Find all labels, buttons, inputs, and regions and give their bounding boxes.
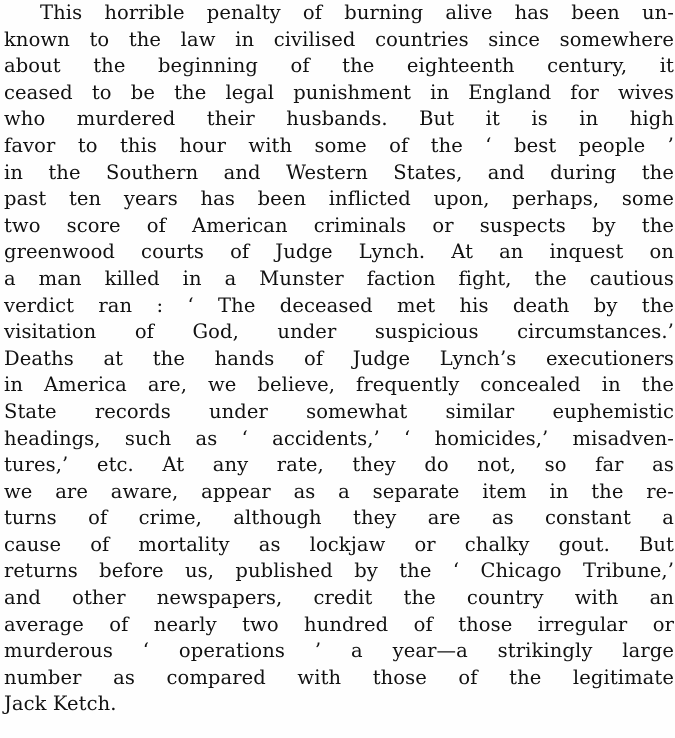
text-line: favor to this hour with some of the ‘ best people ’	[4, 133, 674, 157]
text-line: Jack Ketch.	[4, 692, 117, 716]
text-line: about the beginning of the eighteenth century, it	[4, 54, 674, 78]
text-line: headings, such as ‘ accidents,’ ‘ homicides,’ misadven-	[4, 426, 674, 450]
text-line: cause of mortality as lockjaw or chalky gout. But	[4, 532, 674, 556]
text-line: tures,’ etc. At any rate, they do not, so far as	[4, 453, 674, 477]
text-line: past ten years has been inflicted upon, perhaps, some	[4, 187, 674, 211]
text-line: visitation of God, under suspicious circumstances.’	[4, 320, 674, 344]
text-line: turns of crime, although they are as constant a	[4, 506, 674, 530]
text-line: returns before us, published by the ‘ Chicago Tribune,’	[4, 559, 674, 583]
text-line: verdict ran : ‘ The deceased met his death by the	[4, 293, 674, 317]
text-line: greenwood courts of Judge Lynch. At an inquest on	[4, 240, 674, 264]
text-line: number as compared with those of the legitimate	[4, 665, 674, 689]
text-line: in the Southern and Western States, and during the	[4, 160, 674, 184]
text-line: average of nearly two hundred of those irregular or	[4, 612, 674, 636]
text-line: Deaths at the hands of Judge Lynch’s executioners	[4, 346, 674, 370]
text-line: ceased to be the legal punishment in England for wives	[4, 80, 674, 104]
text-line: known to the law in civilised countries since somewhere	[4, 27, 674, 51]
text-line: and other newspapers, credit the country with an	[4, 586, 674, 610]
text-line: a man killed in a Munster faction fight, the cautious	[4, 266, 674, 290]
text-line: we are aware, appear as a separate item in the re-	[4, 479, 674, 503]
text-line: State records under somewhat similar euphemistic	[4, 399, 674, 423]
text-line: who murdered their husbands. But it is in high	[4, 107, 674, 131]
text-line: in America are, we believe, frequently concealed in the	[4, 373, 674, 397]
text-line: murderous ‘ operations ’ a year—a strikingly large	[4, 639, 674, 663]
text-line: two score of American criminals or suspects by the	[4, 213, 674, 237]
text-line: This horrible penalty of burning alive has been un-	[40, 1, 674, 24]
article-paragraph	[4, 0, 674, 718]
